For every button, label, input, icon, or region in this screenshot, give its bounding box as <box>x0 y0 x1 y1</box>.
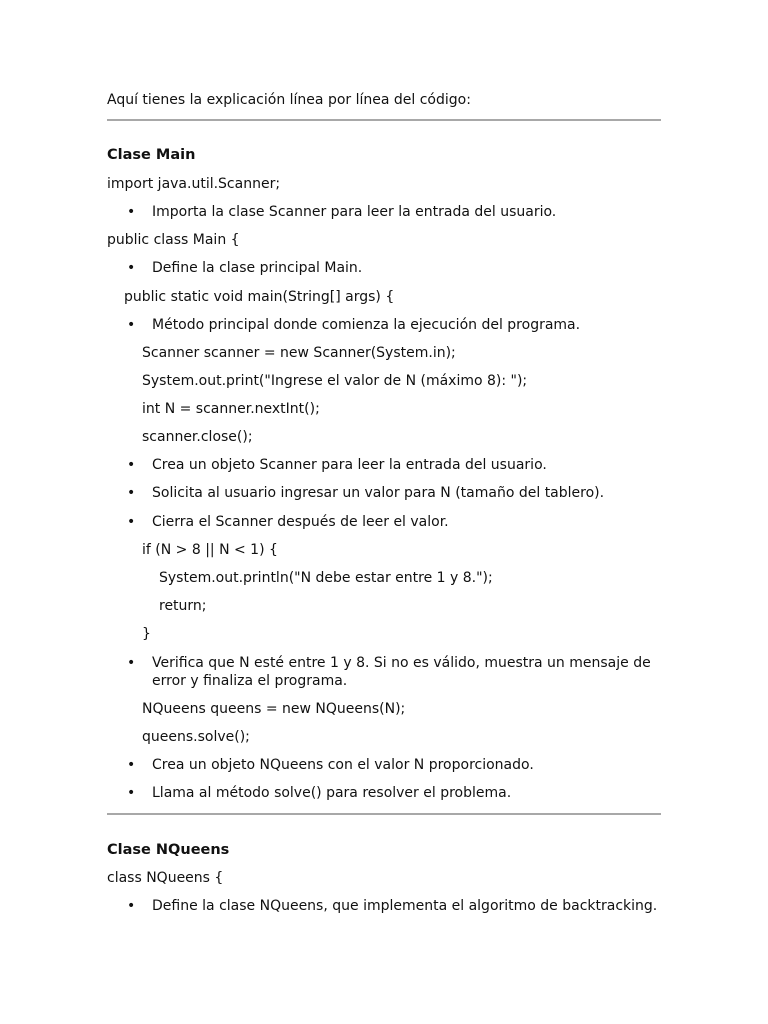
list-item-text: Solicita al usuario ingresar un valor para N (tamaño del tablero). <box>152 485 605 501</box>
code-line-print: System.out.print("Ingrese el valor de N (máximo 8): "); <box>142 373 528 389</box>
bullet-icon: • <box>127 655 136 671</box>
bullet-icon: • <box>127 898 136 914</box>
list-item-text: Importa la clase Scanner para leer la entrada del usuario. <box>152 204 557 220</box>
section-title-main: Clase Main <box>107 147 196 163</box>
code-line-close-brace: } <box>142 626 151 642</box>
list-item-text: Define la clase principal Main. <box>152 260 363 276</box>
bullet-icon: • <box>127 757 136 773</box>
intro-text: Aquí tienes la explicación línea por línea del código: <box>107 92 471 108</box>
code-line-close: scanner.close(); <box>142 429 253 445</box>
list-item-text: Cierra el Scanner después de leer el valor. <box>152 514 449 530</box>
code-line-solve: queens.solve(); <box>142 729 250 745</box>
code-line-class: public class Main { <box>107 232 240 248</box>
divider <box>107 813 661 815</box>
list-item-text: Crea un objeto NQueens con el valor N proporcionado. <box>152 757 534 773</box>
bullet-icon: • <box>127 204 136 220</box>
bullet-icon: • <box>127 785 136 801</box>
code-line-scanner: Scanner scanner = new Scanner(System.in); <box>142 345 456 361</box>
code-line-println: System.out.println("N debe estar entre 1 y 8."); <box>159 570 493 586</box>
divider <box>107 119 661 121</box>
list-item-text: Crea un objeto Scanner para leer la entrada del usuario. <box>152 457 547 473</box>
list-item-text: Define la clase NQueens, que implementa el algoritmo de backtracking. <box>152 898 658 914</box>
list-item-text: Llama al método solve() para resolver el problema. <box>152 785 512 801</box>
list-item-text: Método principal donde comienza la ejecución del programa. <box>152 317 581 333</box>
code-line-if: if (N > 8 || N < 1) { <box>142 542 278 558</box>
code-line-return: return; <box>159 598 207 614</box>
code-line-import: import java.util.Scanner; <box>107 176 281 192</box>
bullet-icon: • <box>127 317 136 333</box>
section-title-nqueens: Clase NQueens <box>107 842 230 858</box>
list-item-text: Verifica que N esté entre 1 y 8. Si no es válido, muestra un mensaje de error y finaliza el programa. <box>152 655 651 689</box>
bullet-icon: • <box>127 260 136 276</box>
bullet-icon: • <box>127 457 136 473</box>
bullet-icon: • <box>127 514 136 530</box>
code-line-nqueens-class: class NQueens { <box>107 870 224 886</box>
code-line-nextint: int N = scanner.nextInt(); <box>142 401 320 417</box>
code-line-main: public static void main(String[] args) { <box>124 289 395 305</box>
code-line-new-queens: NQueens queens = new NQueens(N); <box>142 701 406 717</box>
bullet-icon: • <box>127 485 136 501</box>
